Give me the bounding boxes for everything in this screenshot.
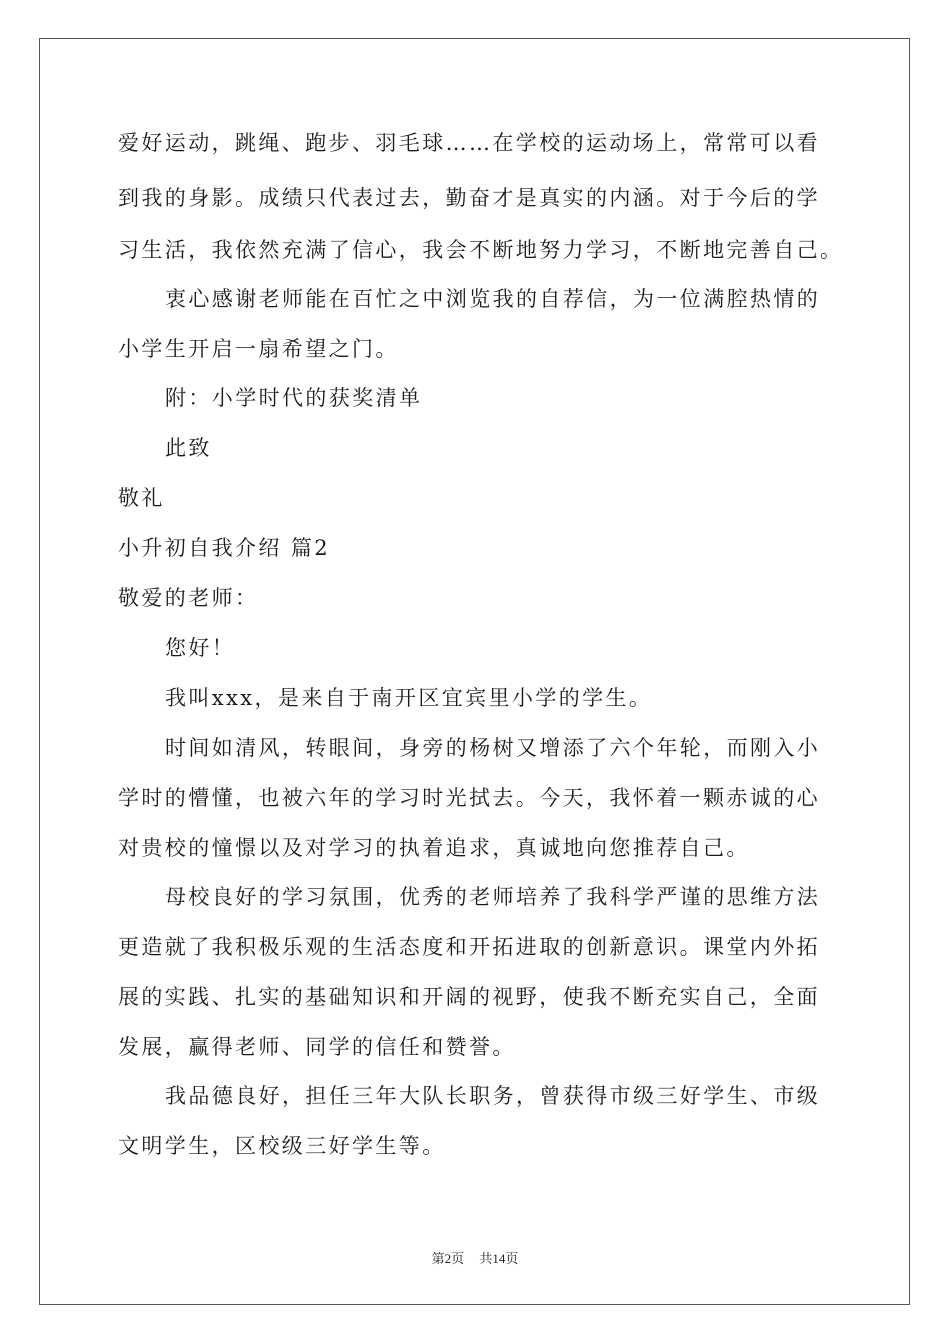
greeting-line: 敬爱的老师： (118, 586, 259, 610)
paragraph-line: 母校良好的学习氛围，优秀的老师培养了我科学严谨的思维方法 (165, 885, 821, 909)
closing-salutation: 此致 (165, 436, 212, 460)
section-title: 小升初自我介绍 篇2 (118, 536, 331, 560)
attachment-note: 附：小学时代的获奖清单 (165, 386, 423, 410)
greeting-hello: 您好！ (165, 636, 236, 660)
paragraph-line: 习生活，我依然充满了信心，我会不断地努力学习，不断地完善自己。 (118, 238, 844, 262)
paragraph-line: 到我的身影。成绩只代表过去，勤奋才是真实的内涵。对于今后的学 (118, 186, 820, 210)
paragraph-line: 展的实践、扎实的基础知识和开阔的视野，使我不断充实自己，全面 (118, 985, 820, 1009)
paragraph-line: 小学生开启一扇希望之门。 (118, 337, 399, 361)
page-footer (0, 1248, 950, 1267)
closing-regards: 敬礼 (118, 486, 165, 510)
page-total: 共14页 (479, 1251, 519, 1266)
paragraph-line: 学时的懵懂，也被六年的学习时光拭去。今天，我怀着一颗赤诚的心 (118, 786, 820, 810)
paragraph-line: 发展，赢得老师、同学的信任和赞誉。 (118, 1035, 516, 1059)
paragraph-line: 对贵校的憧憬以及对学习的执着追求，真诚地向您推荐自己。 (118, 836, 750, 860)
paragraph-line: 我叫xxx，是来自于南开区宜宾里小学的学生。 (165, 686, 653, 710)
paragraph-line: 爱好运动，跳绳、跑步、羽毛球……在学校的运动场上，常常可以看 (118, 131, 820, 155)
paragraph-line: 衷心感谢老师能在百忙之中浏览我的自荐信，为一位满腔热情的 (165, 287, 821, 311)
paragraph-line: 我品德良好，担任三年大队长职务，曾获得市级三好学生、市级 (165, 1084, 821, 1108)
paragraph-line: 文明学生，区校级三好学生等。 (118, 1134, 446, 1158)
paragraph-line: 时间如清风，转眼间，身旁的杨树又增添了六个年轮，而刚入小 (165, 736, 821, 760)
page-number: 第2页 (431, 1251, 465, 1266)
page-border (39, 38, 910, 1305)
paragraph-line: 更造就了我积极乐观的生活态度和开拓进取的创新意识。课堂内外拓 (118, 935, 820, 959)
